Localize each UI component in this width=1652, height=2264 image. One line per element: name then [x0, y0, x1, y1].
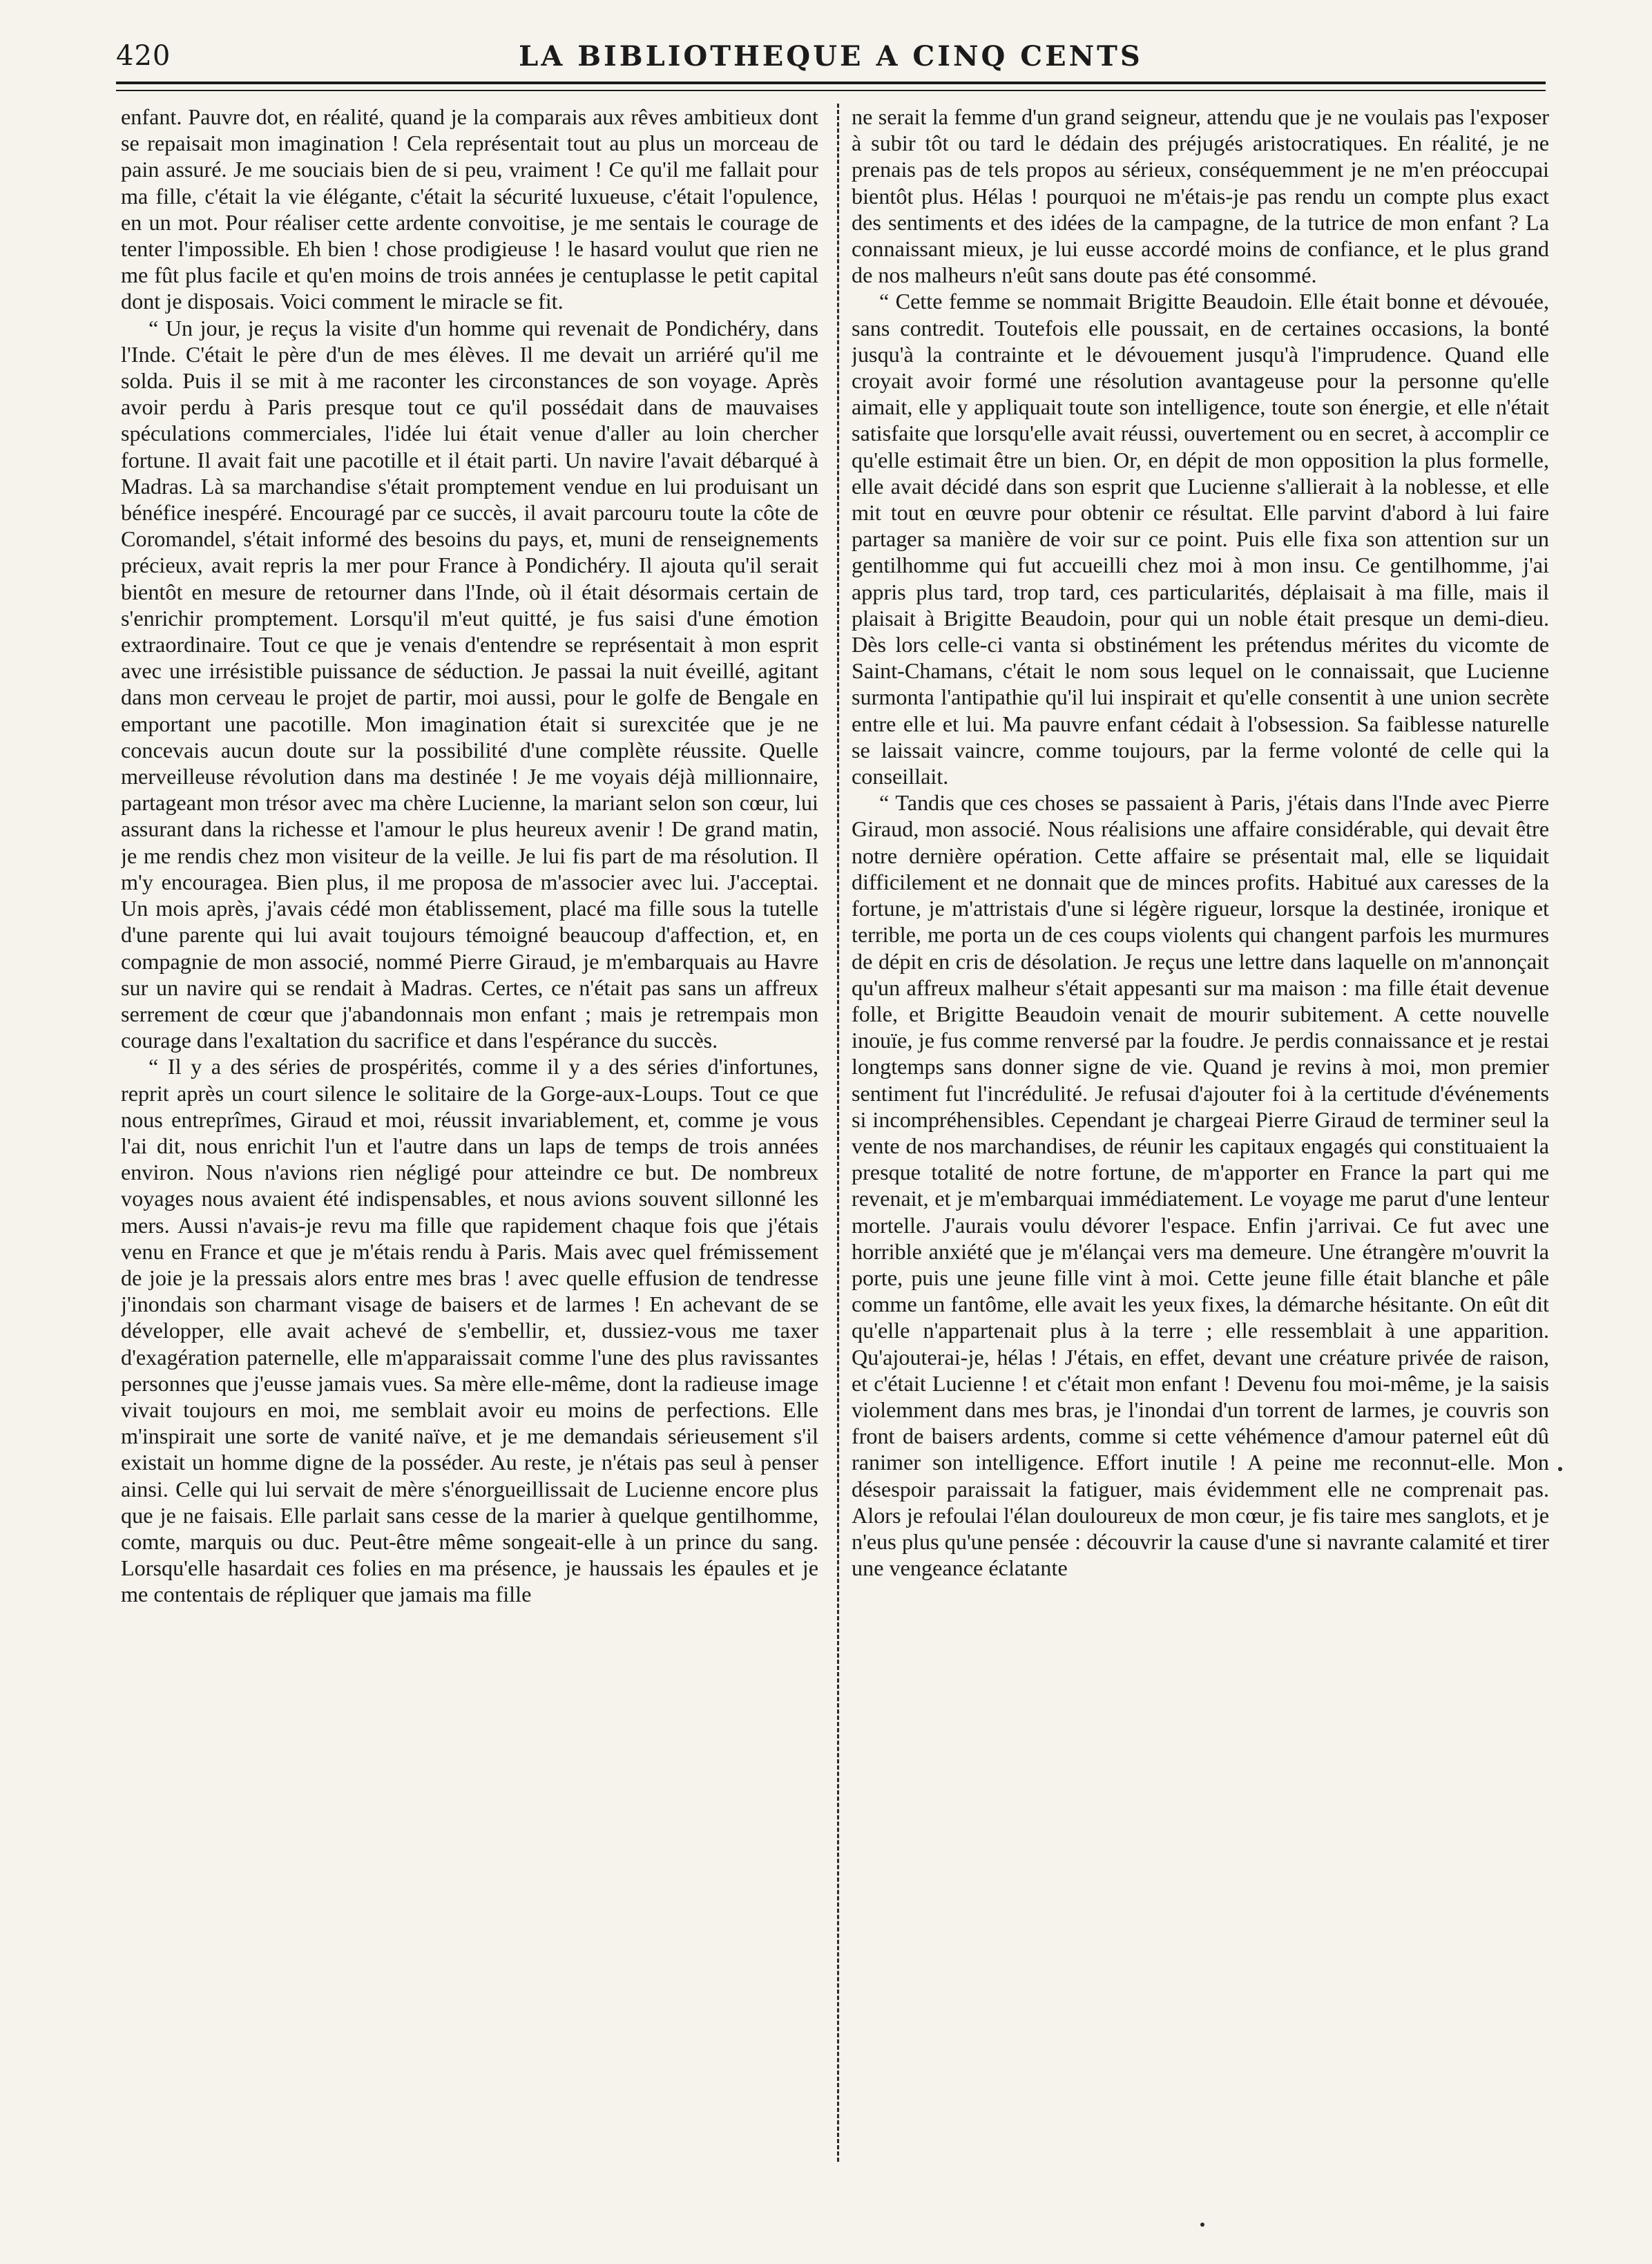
left-column — [121, 104, 818, 2162]
header-rule-thin — [116, 90, 1546, 91]
running-title: LA BIBLIOTHEQUE A CINQ CENTS — [519, 40, 1143, 73]
paragraph: “ Un jour, je reçus la visite d'un homme qui revenait de Pondichéry, dans l'Inde. C'était le père d'un de mes élèves. Il me devait un arriéré qu'il me solda. Puis il se mit à me raconter les circonstances de son voyage. Après avoir perdu à Paris presque tout ce qu'il possédait dans de mauvaises spéculations commerciales, l'idée lui était venue d'aller au loin chercher fortune. Il avait fait une pacotille et il était parti. Un navire l'avait débarqué à Madras. Là sa marchandise s'était promptement vendue en lui produisant un bénéfice inespéré. Encouragé par ce succès, il avait parcouru toute la côte de Coromandel, s'était informé des besoins du pays, et, muni de renseignements précieux, avait repris la mer pour France à Pondichéry. Il ajouta qu'il serait bientôt en mesure de retourner dans l'Inde, où il était désormais certain de s'enrichir promptement. Lorsqu'il m'eut quitté, je fus saisi d'une émotion extraordinaire. Tout ce que je venais d'entendre se représentait à mon esprit avec une irrésistible puissance de séduction. Je passai la nuit éveillé, agitant dans mon cerveau le projet de partir, moi aussi, pour le golfe de Bengale en emportant une pacotille. Mon imagination était si surexcitée que je ne concevais aucun doute sur la possibilité d'une complète réussite. Quelle merveilleuse révolution dans ma destinée ! Je me voyais déjà millionnaire, partageant mon trésor avec ma chère Lucienne, la mariant selon son cœur, lui assurant dans la richesse et l'amour le plus heureux avenir ! De grand matin, je me rendis chez mon visiteur de la veille. Je lui fis part de ma résolution. Il m'y encouragea. Bien plus, il me proposa de m'associer avec lui. J'acceptai. Un mois après, j'avais cédé mon établissement, placé ma fille sous la tutelle d'une parente qui lui avait toujours témoigné beaucoup d'affection, et, en compagnie de mon associé, nommé Pierre Giraud, je m'embarquais au Havre sur un navire qui se rendait à Madras. Certes, ce n'était pas sans un affreux serrement de cœur que j'abandonnais mon enfant ; mais je retrempais mon courage dans l'exaltation du sacrifice et dans l'espérance du succès. — [121, 315, 818, 1053]
paragraph: “ Il y a des séries de prospérités, comme il y a des séries d'infortunes, reprit après un court silence le solitaire de la Gorge-aux-Loups. Tout ce que nous entreprîmes, Giraud et moi, réussit invariablement, et, comme je vous l'ai dit, nous enrichit l'un et l'autre dans un laps de temps de trois années environ. Nous n'avions rien négligé pour atteindre ce but. De nombreux voyages nous avaient été indispensables, et nous avions souvent sillonné les mers. Aussi n'avais-je revu ma fille que rapidement chaque fois que j'étais venu en France et que je m'étais rendu à Paris. Mais avec quel frémissement de joie je la pressais alors entre mes bras ! avec quelle effusion de tendresse j'inondais son charmant visage de baisers et de larmes ! En achevant de se développer, elle avait achevé de s'embellir, et, dussiez-vous me taxer d'exagération paternelle, elle m'apparaissait comme l'une des plus ravissantes personnes que j'eusse jamais vues. Sa mère elle-même, dont la radieuse image vivait toujours en moi, me semblait avoir eu moins de perfections. Elle m'inspirait une sorte de vanité naïve, et je me demandais sérieusement s'il existait un homme digne de la posséder. Au reste, je n'étais pas seul à penser ainsi. Celle qui lui servait de mère s'énorgueillissait de Lucienne encore plus que je ne faisais. Elle parlait sans cesse de la marier à quelque gentilhomme, comte, marquis ou duc. Peut-être même songeait-elle à un prince du sang. Lorsqu'elle hasardait ces folies en ma présence, je haussais les épaules et je me contentais de répliquer que jamais ma fille — [121, 1054, 818, 1607]
page-header — [116, 36, 1546, 80]
paragraph: enfant. Pauvre dot, en réalité, quand je la comparais aux rêves ambitieux dont se repaisait mon imagination ! Cela représentait tout au plus un morceau de pain assuré. Je me souciais bien de si peu, vraiment ! Ce qu'il me fallait pour ma fille, c'était la vie élégante, c'était la sécurité luxueuse, c'était l'opulence, en un mot. Pour réaliser cette ardente convoitise, je me sentais le courage de tenter l'impossible. Eh bien ! chose prodigieuse ! le hasard voulut que rien ne me fût plus facile et qu'en moins de trois années je centuplasse le petit capital dont je disposais. Voici comment le miracle se fit. — [121, 104, 818, 314]
page-number: 420 — [116, 40, 171, 72]
ink-speck — [1200, 2223, 1204, 2227]
ink-speck — [1558, 1467, 1562, 1471]
paragraph: “ Cette femme se nommait Brigitte Beaudoin. Elle était bonne et dévouée, sans contredit. Toutefois elle poussait, en de certaines occasions, la bonté jusqu'à la contrainte et le dévouement jusqu'à l'imprudence. Quand elle croyait avoir formé une résolution avantageuse pour la personne qu'elle aimait, elle y appliquait toute son intelligence, toute son énergie, et elle n'était satisfaite que lorsqu'elle avait réussi, ouvertement ou en secret, à accomplir ce qu'elle estimait être un bien. Or, en dépit de mon opposition la plus formelle, elle avait décidé dans son esprit que Lucienne s'allierait à la noblesse, et elle mit tout en œuvre pour obtenir ce résultat. Elle parvint d'abord à lui faire partager sa manière de voir sur ce point. Puis elle fixa son attention sur un gentilhomme qui fut accueilli chez moi à mon insu. Ce gentilhomme, j'ai appris plus tard, trop tard, ces particularités, déplaisait à ma fille, mais il plaisait à Brigitte Beaudoin, pour qui un noble était presque un demi-dieu. Dès lors celle-ci vanta si obstinément les prétendus mérites du vicomte de Saint-Chamans, c'était le nom sous lequel on le connaissait, que Lucienne surmonta l'antipathie qu'il lui inspirait et qu'elle consentit à une union secrète entre elle et lui. Ma pauvre enfant cédait à l'obsession. Sa faiblesse naturelle se laissait vaincre, comme toujours, par la ferme volonté de celle qui la conseillait. — [852, 289, 1549, 789]
header-rule-thick — [116, 81, 1546, 84]
paragraph: “ Tandis que ces choses se passaient à Paris, j'étais dans l'Inde avec Pierre Giraud, mon associé. Nous réalisions une affaire considérable, qui devait être notre dernière opération. Cette affaire se présentait mal, elle se liquidait difficilement et ne donnait que de minces profits. Habitué aux caresses de la fortune, je m'attristais d'une si légère rigueur, lorsque la destinée, ironique et terrible, me porta un de ces coups violents qui changent parfois les murmures de dépit en cris de désolation. Je reçus une lettre dans laquelle on m'annonçait qu'un affreux malheur s'était appesanti sur ma maison : ma fille était devenue folle, et Brigitte Beaudoin venait de mourir subitement. A cette nouvelle inouïe, je fus comme renversé par la foudre. Je perdis connaissance et je restai longtemps sans donner signe de vie. Quand je revins à moi, mon premier sentiment fut l'incrédulité. Je refusai d'ajouter foi à la certitude d'événements si incompréhensibles. Cependant je chargeai Pierre Giraud de terminer seul la vente de nos marchandises, de réunir les capitaux engagés qui constituaient la presque totalité de notre fortune, de m'apporter en France la part qui me revenait, et je m'embarquai immédiatement. Le voyage me parut d'une lenteur mortelle. J'aurais voulu dévorer l'espace. Enfin j'arrivai. Ce fut avec une horrible anxiété que je m'élançai vers ma demeure. Une étrangère m'ouvrit la porte, puis une jeune fille vint à moi. Cette jeune fille était blanche et pâle comme un fantôme, elle avait les yeux fixes, la démarche hésitante. On eût dit qu'elle n'appartenait plus à la terre ; elle ressemblait à une apparition. Qu'ajouterai-je, hélas ! J'étais, en effet, devant une créature privée de raison, et c'était Lucienne ! et c'était mon enfant ! Devenu fou moi-même, je la saisis violemment dans mes bras, je l'inondai d'un torrent de larmes, je couvris son front de baisers ardents, comme si cette véhémence d'amour paternel eût dû ranimer son intelligence. Effort inutile ! A peine me reconnut-elle. Mon désespoir paraissait la fatiguer, mais évidemment elle ne comprenait pas. Alors je refoulai l'élan douloureux de mon cœur, je fis taire mes sanglots, et je n'eus plus qu'une pensée : découvrir la cause d'une si navrante calamité et tirer une vengeance éclatante — [852, 790, 1549, 1581]
right-column — [852, 104, 1549, 2162]
paragraph: ne serait la femme d'un grand seigneur, attendu que je ne voulais pas l'exposer à subir tôt ou tard le dédain des préjugés aristocratiques. En réalité, je ne prenais pas de tels propos au sérieux, conséquemment je ne m'en préoccupai bientôt plus. Hélas ! pourquoi ne m'étais-je pas rendu un compte plus exact des sentiments et des idées de la campagne, de la tutrice de mon enfant ? La connaissant mieux, je lui eusse accordé moins de confiance, et le plus grand de nos malheurs n'eût sans doute pas été consommé. — [852, 104, 1549, 288]
column-divider — [837, 104, 839, 2162]
